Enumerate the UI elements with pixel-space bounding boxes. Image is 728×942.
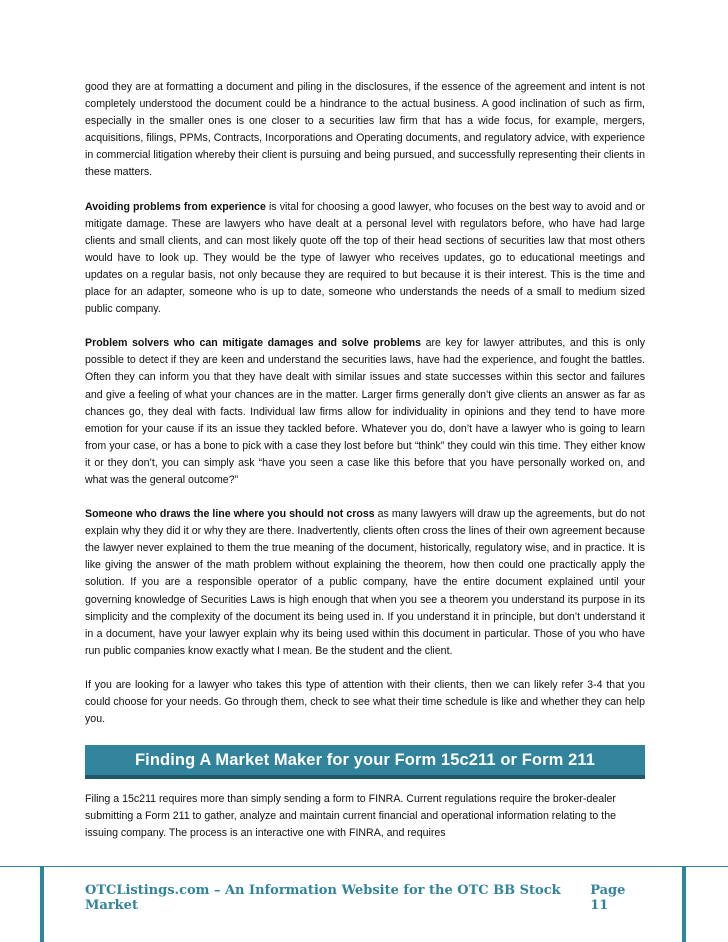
body-paragraph-5 — [85, 677, 645, 728]
footer-right-border — [682, 866, 686, 942]
paragraph-text: are key for lawyer attributes, and this is only possible to detect if they are keen and understand the securities laws, have had the experience, and fought the battles. Often they can inform you that they have dealt with similar issues and state successes within this sector and failures and give a feeling of what your chances are in the matter. Larger firms generally don’t give clients an answer as far as chances go, they deal with facts. Individual law firms allow for individuality in opinions and they tend to have more emotion for your cause if its an issue they tackled before. Whatever you do, don’t have a lawyer who is going to learn from your case, or has a bone to pick with a case they lost before but “think” they could win this time. They either know it or they don’t, you can simply ask “have you seen a case like this before that you have personally worked on, and what was the general outcome?” — [85, 337, 645, 486]
paragraph-text: is vital for choosing a good lawyer, who focuses on the best way to avoid and or mitigate damage. These are lawyers who have dealt at a personal level with regulators before, who have had large clients and small clients, and can most likely quote off the top of their head sections of securities law that most others would have to look up. They would be the type of lawyer who receives updates, go to educational meetings and updates on a regular basis, not only because they are required to but because it is their interest. This is the time and place for an adapter, someone who is up to date, someone who understands the needs of a small to medium sized public company. — [85, 200, 645, 316]
paragraph-text: If you are looking for a lawyer who takes this type of attention with their clients, then we can likely refer 3-4 that you could choose for your needs. Go through them, check to see what their time schedule is like and whether they can help you. — [85, 678, 645, 726]
page-content — [85, 79, 645, 842]
section-heading-bar — [85, 745, 645, 779]
footer-divider — [0, 866, 728, 867]
paragraph-text: as many lawyers will draw up the agreements, but do not explain why they did it or why they are there. Inadvertently, clients often cross the lines of their own agreement because the lawyer never explained to them the true meaning of the document, historically, regulatory wise, and in practice. It is like giving the answer of the math problem without explaining the theorem, how then could one practically apply the solution. If you are a responsible operator of a public company, have the entire document explained until your governing knowledge of Securities Laws is high enough that when you see a theorem you understand its purpose in its simplicity and the complexity of the document its being used in. If you understand it in principle, but don’t understand it in a document, have your lawyer explain why its being used within this document in particular. Those of you who have run public companies know exactly what I mean. Be the student and the client. — [85, 508, 645, 657]
page-footer — [85, 883, 645, 913]
body-paragraph-4 — [85, 506, 645, 660]
page-number: Page 11 — [590, 883, 626, 913]
paragraph-lead: Problem solvers who can mitigate damages and solve problems — [85, 337, 421, 350]
paragraph-lead: Avoiding problems from experience — [85, 200, 266, 213]
footer-left-border — [40, 866, 44, 942]
body-paragraph-1 — [85, 79, 645, 182]
body-paragraph-3 — [85, 335, 645, 489]
paragraph-lead: Someone who draws the line where you should not cross — [85, 508, 375, 521]
section-paragraph-1 — [85, 791, 645, 842]
paragraph-text: good they are at formatting a document and piling in the disclosures, if the essence of the agreement and intent is not completely understood the document could be a hindrance to the actual business. A good inclination of such as firm, especially in the smaller ones is one closer to a securities law firm that has a wide focus, for example, mergers, acquisitions, filings, PPMs, Contracts, Incorporations and Operating documents, and regulatory advice, with experience in commercial litigation whereby their client is pursuing and being pursued, and successfully representing their clients in these matters. — [85, 81, 645, 179]
section-heading: Finding A Market Maker for your Form 15c211 or Form 211 — [135, 750, 595, 769]
body-paragraph-2 — [85, 199, 645, 319]
footer-site-text: OTCListings.com – An Information Website for the OTC BB Stock Market — [85, 883, 561, 913]
paragraph-text: Filing a 15c211 requires more than simply sending a form to FINRA. Current regulations require the broker-dealer submitting a Form 211 to gather, analyze and maintain current financial and operational information relating to the issuing company. The process is an interactive one with FINRA, and requires — [85, 793, 616, 840]
